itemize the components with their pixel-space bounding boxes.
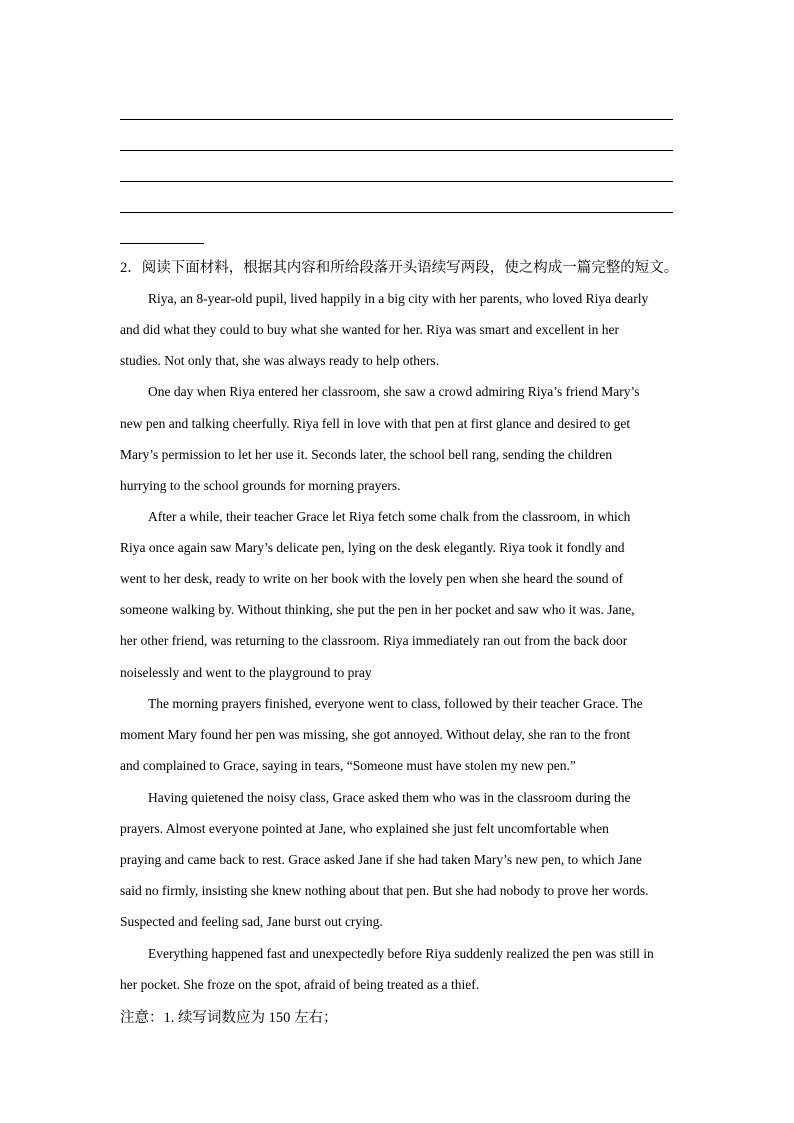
passage-line: After a while, their teacher Grace let Riya fetch some chalk from the classroom, in which [148,509,631,524]
passage-line: prayers. Almost everyone pointed at Jane, who explained she just felt uncomfortable when [120,821,609,836]
passage-line: Mary’s permission to let her use it. Seconds later, the school bell rang, sending the children [120,447,613,462]
passage-line: hurrying to the school grounds for morning prayers. [120,478,401,493]
passage-line: and complained to Grace, saying in tears, “Someone must have stolen my new pen.” [120,758,576,773]
passage-line: Riya, an 8-year-old pupil, lived happily in a big city with her parents, who loved Riya dearly [148,291,649,306]
passage-line: Everything happened fast and unexpectedly before Riya suddenly realized the pen was still in [148,946,654,961]
passage-line: her pocket. She froze on the spot, afraid of being treated as a thief. [120,977,480,992]
question-heading: 2．阅读下面材料，根据其内容和所给段落开头语续写两段，使之构成一篇完整的短文。 [120,260,679,276]
passage-line: One day when Riya entered her classroom, she saw a crowd admiring Riya’s friend Mary’s [148,384,640,399]
answer-line [120,150,673,151]
passage-line: said no firmly, insisting she knew nothing about that pen. But she had nobody to prove her words. [120,883,649,898]
note: 注意：1. 续写词数应为 150 左右； [120,1010,338,1026]
answer-line [120,212,673,213]
passage-line: Riya once again saw Mary’s delicate pen, lying on the desk elegantly. Riya took it fondly and [120,540,625,555]
passage-line: her other friend, was returning to the classroom. Riya immediately ran out from the back door [120,633,628,648]
passage-line: Suspected and feeling sad, Jane burst out crying. [120,914,383,929]
passage-line: noiselessly and went to the playground to pray [120,665,372,680]
answer-line [120,181,673,182]
answer-line [120,119,673,120]
passage-line: Having quietened the noisy class, Grace asked them who was in the classroom during the [148,790,631,805]
passage-line: praying and came back to rest. Grace asked Jane if she had taken Mary’s new pen, to which Jane [120,852,642,867]
answer-line-short [120,243,204,244]
passage-line: someone walking by. Without thinking, she put the pen in her pocket and saw who it was. Jane, [120,602,635,617]
passage-line: The morning prayers finished, everyone went to class, followed by their teacher Grace. The [148,696,643,711]
passage-line: and did what they could to buy what she wanted for her. Riya was smart and excellent in her [120,322,619,337]
passage-line: moment Mary found her pen was missing, she got annoyed. Without delay, she ran to the front [120,727,631,742]
passage-line: studies. Not only that, she was always ready to help others. [120,353,440,368]
passage-line: new pen and talking cheerfully. Riya fell in love with that pen at first glance and desired to get [120,416,631,431]
passage-line: went to her desk, ready to write on her book with the lovely pen when she heard the sound of [120,571,624,586]
